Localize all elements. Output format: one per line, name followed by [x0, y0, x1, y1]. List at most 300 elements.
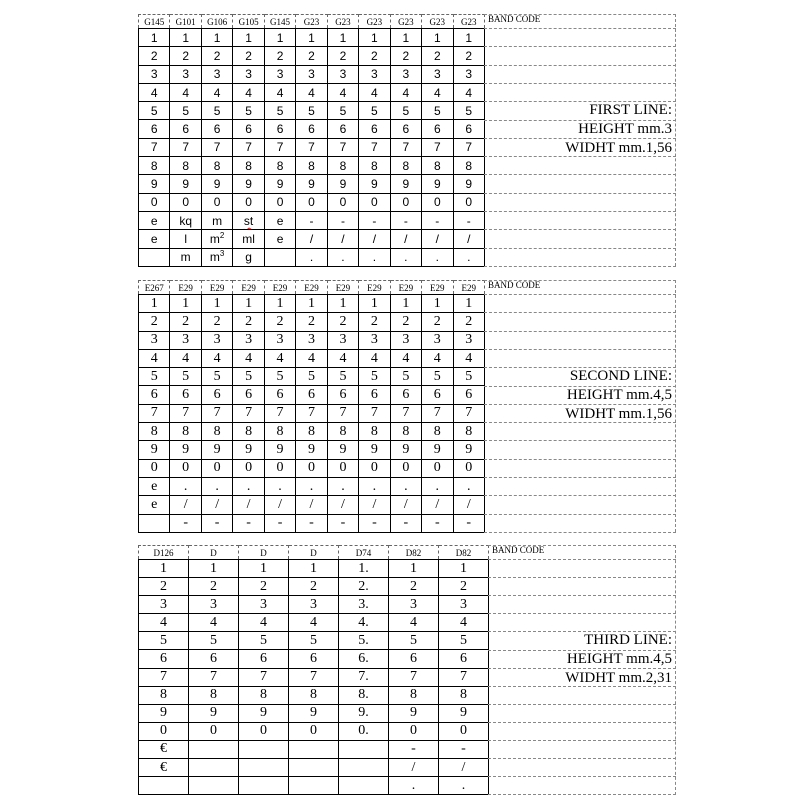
table-row — [139, 230, 485, 248]
table-cell: 3 — [264, 65, 295, 83]
table-cell: 8 — [170, 423, 201, 441]
first-line-band-code-column — [484, 14, 676, 266]
table-cell: 3 — [233, 65, 264, 83]
table-cell: 4 — [439, 614, 489, 632]
table-cell: . — [453, 477, 484, 495]
table-cell: 1 — [233, 295, 264, 313]
table-cell: . — [389, 777, 439, 795]
table-cell: 9 — [170, 175, 201, 193]
table-cell — [239, 759, 289, 777]
table-cell: 6 — [453, 386, 484, 404]
table-cell: 8 — [264, 423, 295, 441]
table-cell: 1 — [233, 29, 264, 47]
table-cell: / — [233, 496, 264, 514]
table-cell: 9. — [339, 704, 389, 722]
table-cell: 8 — [453, 423, 484, 441]
table-cell — [289, 777, 339, 795]
table-cell: 0 — [453, 193, 484, 211]
table-row — [139, 423, 485, 441]
table-cell: 7 — [264, 138, 295, 156]
table-cell: 9 — [189, 704, 239, 722]
band-code-divider — [484, 367, 676, 368]
header-cell: E29 — [170, 281, 201, 295]
first-line-block — [138, 14, 676, 266]
table-cell: 9 — [264, 175, 295, 193]
table-cell: 4 — [264, 349, 295, 367]
band-code-divider — [484, 65, 676, 66]
table-cell: 2. — [339, 578, 389, 596]
table-cell: 6. — [339, 650, 389, 668]
table-cell: 8 — [201, 423, 232, 441]
table-cell: 6 — [201, 120, 232, 138]
table-cell — [139, 777, 189, 795]
table-cell: 6 — [296, 120, 327, 138]
table-cell: - — [422, 211, 453, 229]
table-cell: 5 — [422, 368, 453, 386]
table-cell: - — [390, 514, 421, 532]
table-cell: 3 — [327, 65, 358, 83]
table-row — [139, 138, 485, 156]
table-cell: 5 — [327, 102, 358, 120]
table-cell: 6 — [170, 386, 201, 404]
second-line-block — [138, 280, 676, 532]
table-cell: 8 — [139, 686, 189, 704]
table-cell: 7 — [359, 138, 390, 156]
table-cell: . — [439, 777, 489, 795]
table-cell: 1 — [359, 295, 390, 313]
table-cell: 2 — [359, 313, 390, 331]
table-cell: 0 — [289, 722, 339, 740]
table-cell: 3 — [170, 65, 201, 83]
table-cell: 1. — [339, 560, 389, 578]
table-cell: 0 — [139, 722, 189, 740]
table-cell: 7 — [289, 668, 339, 686]
table-cell: 1 — [264, 29, 295, 47]
info-title: SECOND LINE: — [569, 368, 672, 384]
table-cell: 5 — [453, 102, 484, 120]
table-cell: 2 — [389, 578, 439, 596]
table-cell: / — [359, 230, 390, 248]
table-cell: - — [359, 211, 390, 229]
table-cell: / — [390, 496, 421, 514]
table-cell: 8 — [239, 686, 289, 704]
table-row — [139, 313, 485, 331]
table-cell: 7 — [296, 404, 327, 422]
table-cell: 5 — [453, 368, 484, 386]
first-line-table — [138, 14, 485, 267]
band-code-divider — [484, 46, 676, 47]
info-width: WIDHT mm.2,31 — [565, 670, 672, 686]
table-row — [139, 211, 485, 229]
table-cell: 1 — [201, 295, 232, 313]
table-cell: 5 — [390, 102, 421, 120]
table-cell: 7 — [296, 138, 327, 156]
table-cell: / — [327, 230, 358, 248]
band-code-divider — [484, 404, 676, 405]
table-row — [139, 386, 485, 404]
table-cell: - — [327, 211, 358, 229]
header-cell: E29 — [327, 281, 358, 295]
table-cell: 7 — [239, 668, 289, 686]
table-cell: 5 — [422, 102, 453, 120]
table-cell: e — [139, 477, 170, 495]
table-cell: 1 — [327, 295, 358, 313]
table-cell: 7 — [453, 404, 484, 422]
table-cell: m — [201, 211, 232, 229]
table-cell: 0 — [389, 722, 439, 740]
table-cell: 8 — [422, 423, 453, 441]
table-cell: 8 — [289, 686, 339, 704]
table-cell: st — [233, 211, 264, 229]
table-cell: 4 — [139, 614, 189, 632]
table-cell: 4 — [170, 83, 201, 101]
table-cell: 4 — [422, 83, 453, 101]
table-cell: 5 — [170, 368, 201, 386]
band-code-divider — [484, 386, 676, 387]
table-cell: 1 — [453, 29, 484, 47]
third-line-info — [565, 631, 672, 688]
table-cell: 4 — [296, 349, 327, 367]
table-cell: 9 — [327, 441, 358, 459]
table-row — [139, 777, 489, 795]
table-cell: 0 — [139, 459, 170, 477]
table-cell: . — [453, 248, 484, 266]
table-cell: 7 — [201, 138, 232, 156]
header-row — [139, 546, 489, 560]
table-cell: 3 — [296, 65, 327, 83]
table-cell: 6 — [201, 386, 232, 404]
table-cell: - — [201, 514, 232, 532]
table-cell: / — [201, 496, 232, 514]
table-cell: 0 — [390, 193, 421, 211]
band-code-divider — [484, 193, 676, 194]
table-cell — [189, 759, 239, 777]
table-cell: . — [359, 477, 390, 495]
table-cell: 0 — [422, 459, 453, 477]
table-cell: 0. — [339, 722, 389, 740]
table-cell: 7 — [170, 138, 201, 156]
band-code-divider — [488, 740, 676, 741]
band-code-divider — [488, 758, 676, 759]
table-cell: 1 — [239, 560, 289, 578]
table-cell: 0 — [422, 193, 453, 211]
table-cell: 8 — [327, 157, 358, 175]
table-cell: $m^3$ — [201, 248, 232, 266]
table-cell: 6 — [139, 650, 189, 668]
table-cell: 3 — [453, 65, 484, 83]
table-cell: 6 — [264, 386, 295, 404]
header-cell: G145 — [264, 15, 295, 29]
table-row — [139, 65, 485, 83]
table-row — [139, 704, 489, 722]
table-cell: 5. — [339, 632, 389, 650]
table-cell: 2 — [296, 313, 327, 331]
table-cell: 2 — [239, 578, 289, 596]
table-cell: 2 — [139, 313, 170, 331]
table-cell: . — [296, 248, 327, 266]
table-cell: 2 — [170, 313, 201, 331]
header-cell: E29 — [359, 281, 390, 295]
table-cell: 9 — [139, 704, 189, 722]
band-code-divider — [488, 559, 676, 560]
third-line-table — [138, 545, 489, 795]
table-cell: - — [453, 211, 484, 229]
table-cell: 3 — [170, 331, 201, 349]
table-cell: - — [170, 514, 201, 532]
table-cell: 6 — [327, 386, 358, 404]
header-cell: E29 — [233, 281, 264, 295]
header-cell: D — [239, 546, 289, 560]
header-cell: G23 — [296, 15, 327, 29]
header-cell: G23 — [327, 15, 358, 29]
table-cell: 6 — [389, 650, 439, 668]
header-cell: D82 — [389, 546, 439, 560]
table-cell: 5 — [201, 102, 232, 120]
table-cell: 3 — [189, 596, 239, 614]
table-cell: 4 — [296, 83, 327, 101]
table-cell: 2 — [264, 47, 295, 65]
table-cell: 0 — [359, 459, 390, 477]
table-cell: 4 — [359, 83, 390, 101]
table-cell: 8 — [296, 423, 327, 441]
band-code-divider — [484, 83, 676, 84]
table-cell: / — [327, 496, 358, 514]
table-cell: € — [139, 740, 189, 758]
table-cell — [139, 514, 170, 532]
table-cell: 0 — [439, 722, 489, 740]
band-code-divider — [484, 422, 676, 423]
table-cell: 6 — [439, 650, 489, 668]
info-width: WIDHT mm.1,56 — [565, 140, 672, 156]
table-cell: 8 — [422, 157, 453, 175]
table-cell: 3 — [359, 331, 390, 349]
band-code-divider — [488, 668, 676, 669]
table-cell: 5 — [327, 368, 358, 386]
table-cell: 4 — [239, 614, 289, 632]
table-cell: 3 — [359, 65, 390, 83]
table-cell: 1 — [389, 560, 439, 578]
table-cell: 3 — [139, 65, 170, 83]
info-width: WIDHT mm.1,56 — [565, 406, 672, 422]
table-cell: 3 — [264, 331, 295, 349]
table-cell: 7 — [139, 668, 189, 686]
table-row — [139, 722, 489, 740]
table-cell: / — [453, 496, 484, 514]
table-cell: 9 — [201, 175, 232, 193]
table-cell: 9 — [239, 704, 289, 722]
table-cell: 4 — [139, 83, 170, 101]
table-cell: 8 — [139, 423, 170, 441]
table-cell: 9 — [289, 704, 339, 722]
table-cell — [339, 740, 389, 758]
table-cell: 0 — [264, 193, 295, 211]
table-cell: 1 — [296, 295, 327, 313]
table-cell: 7 — [139, 138, 170, 156]
table-cell: 5 — [296, 102, 327, 120]
table-cell: 6 — [390, 120, 421, 138]
info-title: THIRD LINE: — [584, 632, 672, 648]
table-cell: . — [296, 477, 327, 495]
table-cell: - — [296, 514, 327, 532]
table-cell: 9 — [359, 441, 390, 459]
header-cell: D126 — [139, 546, 189, 560]
band-code-divider — [484, 312, 676, 313]
table-cell: 2 — [201, 313, 232, 331]
table-cell: 7 — [264, 404, 295, 422]
header-cell: D — [189, 546, 239, 560]
band-code-divider — [484, 349, 676, 350]
table-cell: kq — [170, 211, 201, 229]
first-line-info — [565, 101, 672, 158]
table-row — [139, 295, 485, 313]
table-cell — [289, 759, 339, 777]
table-row — [139, 349, 485, 367]
table-cell: 2 — [390, 313, 421, 331]
table-cell: 9 — [296, 175, 327, 193]
table-cell: 8 — [389, 686, 439, 704]
table-cell: 6 — [233, 120, 264, 138]
table-row — [139, 29, 485, 47]
table-cell: 4 — [170, 349, 201, 367]
table-cell: 0 — [233, 193, 264, 211]
table-cell: 0 — [201, 193, 232, 211]
table-cell: 0 — [264, 459, 295, 477]
table-row — [139, 331, 485, 349]
table-cell: 8 — [189, 686, 239, 704]
table-cell: ml — [233, 230, 264, 248]
table-cell: 8 — [296, 157, 327, 175]
table-cell: 4 — [390, 349, 421, 367]
table-cell: 5 — [390, 368, 421, 386]
table-cell: . — [390, 248, 421, 266]
table-cell: . — [359, 248, 390, 266]
header-row — [139, 281, 485, 295]
table-cell: . — [233, 477, 264, 495]
band-code-divider — [488, 686, 676, 687]
table-cell: 5 — [201, 368, 232, 386]
table-cell: 6 — [233, 386, 264, 404]
table-cell: 1 — [139, 560, 189, 578]
table-cell: 7 — [201, 404, 232, 422]
table-cell: 9 — [453, 441, 484, 459]
band-code-label: BAND CODE — [488, 280, 541, 290]
table-row — [139, 441, 485, 459]
table-cell: e — [139, 230, 170, 248]
table-cell: 4 — [453, 349, 484, 367]
table-cell: 9 — [139, 175, 170, 193]
table-cell: 9 — [233, 441, 264, 459]
header-cell: E29 — [264, 281, 295, 295]
table-cell: / — [359, 496, 390, 514]
table-cell: $m^2$ — [201, 230, 232, 248]
table-cell: 2 — [327, 47, 358, 65]
table-cell: 9 — [422, 175, 453, 193]
table-cell: 3 — [289, 596, 339, 614]
table-cell — [339, 777, 389, 795]
table-cell: 8 — [201, 157, 232, 175]
table-cell: / — [453, 230, 484, 248]
header-cell: G23 — [422, 15, 453, 29]
band-code-divider — [484, 174, 676, 175]
table-cell: 6 — [139, 120, 170, 138]
table-cell: 8 — [453, 157, 484, 175]
table-cell: - — [439, 740, 489, 758]
table-cell: 3 — [139, 331, 170, 349]
table-cell: - — [327, 514, 358, 532]
table-row — [139, 759, 489, 777]
table-row — [139, 496, 485, 514]
table-cell: 0 — [359, 193, 390, 211]
table-cell: 7 — [139, 404, 170, 422]
table-row — [139, 740, 489, 758]
table-cell: 9 — [296, 441, 327, 459]
table-cell: 6 — [189, 650, 239, 668]
table-cell: 7 — [233, 138, 264, 156]
table-cell: 0 — [296, 459, 327, 477]
table-cell: 2 — [289, 578, 339, 596]
table-cell: 4 — [390, 83, 421, 101]
table-cell: 5 — [289, 632, 339, 650]
band-code-divider — [484, 331, 676, 332]
band-code-divider — [484, 211, 676, 212]
table-cell: - — [422, 514, 453, 532]
second-line-band-code-column — [484, 280, 676, 532]
info-title: FIRST LINE: — [589, 102, 672, 118]
table-cell: 1 — [170, 29, 201, 47]
table-cell: 7 — [189, 668, 239, 686]
table-cell: / — [390, 230, 421, 248]
table-cell: 3 — [453, 331, 484, 349]
band-code-divider — [484, 229, 676, 230]
table-cell: 2 — [170, 47, 201, 65]
band-code-divider — [488, 650, 676, 651]
table-cell: 6 — [239, 650, 289, 668]
table-cell: 1 — [189, 560, 239, 578]
band-code-divider — [484, 294, 676, 295]
table-cell: 2 — [422, 47, 453, 65]
header-cell: G145 — [139, 15, 170, 29]
table-cell: 6 — [264, 120, 295, 138]
table-cell: 0 — [327, 459, 358, 477]
band-code-divider — [488, 595, 676, 596]
table-cell: 2 — [139, 47, 170, 65]
info-height: HEIGHT mm.4,5 — [566, 387, 672, 403]
table-cell: 9 — [453, 175, 484, 193]
table-cell: e — [264, 230, 295, 248]
table-cell: / — [389, 759, 439, 777]
band-code-divider — [484, 138, 676, 139]
table-cell: 8. — [339, 686, 389, 704]
table-cell: 3 — [389, 596, 439, 614]
table-cell: 5 — [264, 102, 295, 120]
table-cell: . — [422, 248, 453, 266]
header-cell: E29 — [422, 281, 453, 295]
table-cell: 0 — [239, 722, 289, 740]
table-cell: 7 — [422, 404, 453, 422]
header-cell: G23 — [359, 15, 390, 29]
band-code-divider — [484, 28, 676, 29]
table-cell: 6 — [359, 120, 390, 138]
table-cell: 3 — [390, 65, 421, 83]
table-cell: 7 — [422, 138, 453, 156]
table-cell: 1 — [390, 295, 421, 313]
table-cell: . — [170, 477, 201, 495]
table-cell: 0 — [201, 459, 232, 477]
table-cell: 1 — [170, 295, 201, 313]
table-cell: 7. — [339, 668, 389, 686]
table-cell: 0 — [189, 722, 239, 740]
band-code-divider — [488, 722, 676, 723]
